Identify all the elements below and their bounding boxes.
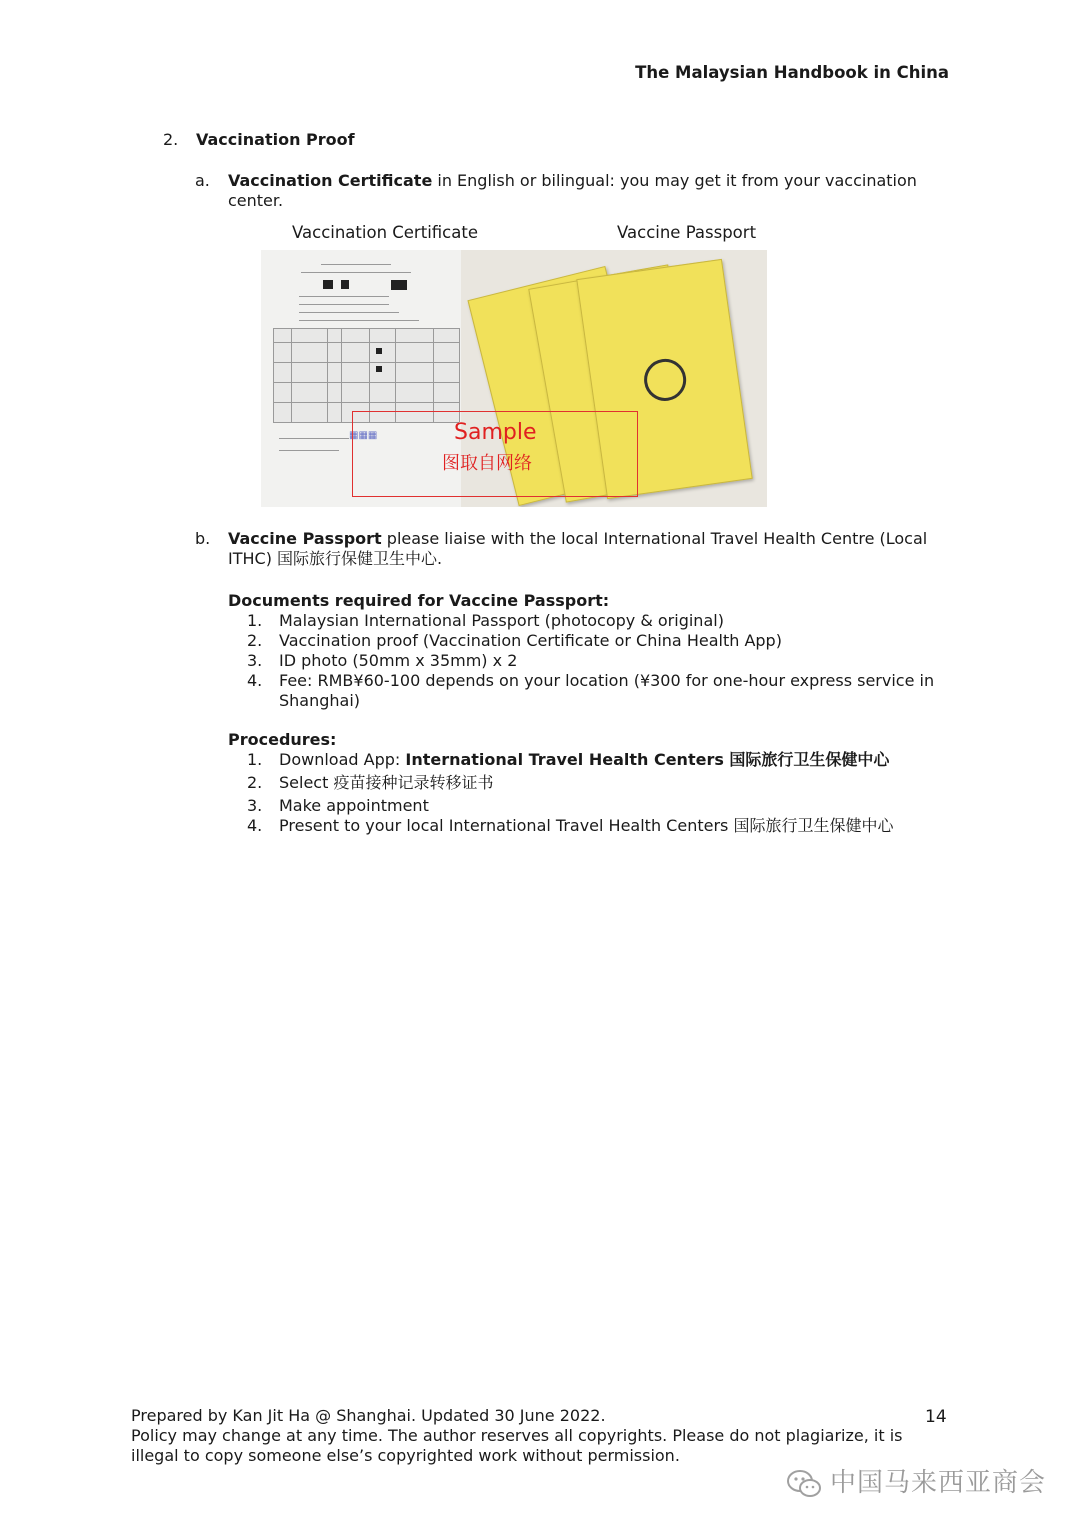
passport-emblem-icon [641,356,688,403]
procedure-item-number: 4. [247,816,263,835]
sample-label: Sample [454,420,537,445]
item-b-paragraph [228,529,953,569]
vaccination-photo [261,250,767,507]
document-item: ID photo (50mm x 35mm) x 2 [279,651,518,670]
document-item-number: 1. [247,611,263,630]
document-item-number: 2. [247,631,263,650]
section-title: Vaccination Proof [196,130,355,149]
footer-line-1: Prepared by Kan Jit Ha @ Shanghai. Updated 30 June 2022. [131,1406,606,1425]
document-item: Fee: RMB¥60-100 depends on your location (¥300 for one-hour express service in Shanghai) [279,671,935,710]
procedure-item: Present to your local International Travel Health Centers 国际旅行卫生保健中心 [279,816,894,835]
figure-caption-passport: Vaccine Passport [617,223,757,242]
procedure-item: Select 疫苗接种记录转移证书 [279,773,494,792]
item-a-bold: Vaccination Certificate [228,171,433,190]
item-a-text: in English or bilingual: you may get it from your vaccination center. [228,171,917,210]
procedure-item-number: 3. [247,796,263,815]
procedure-item [279,750,959,770]
procedure-item-number: 1. [247,750,263,769]
procedure-item: Make appointment [279,796,429,815]
procedure-item-prefix: Download App: [279,750,406,769]
wechat-icon [786,1469,822,1499]
footer-line-2: Policy may change at any time. The author reserves all copyrights. Please do not plagiarize, it is illegal to copy someone else’s copyrighted work without permission. [131,1426,903,1465]
item-b-bold: Vaccine Passport [228,529,382,548]
documents-heading: Documents required for Vaccine Passport: [228,591,610,610]
certificate-stamp: ▦▦▦ [349,430,378,441]
item-a-paragraph [228,171,953,211]
procedure-item-bold: International Travel Health Centers 国际旅行卫生保健中心 [405,750,890,769]
page-footer [131,1406,921,1466]
procedure-item-number: 2. [247,773,263,792]
watermark [786,1462,1046,1499]
figure-caption-certificate: Vaccination Certificate [292,223,478,242]
document-item: Malaysian International Passport (photocopy & original) [279,611,724,630]
sample-label-cn: 图取自网络 [442,453,532,474]
procedures-heading: Procedures: [228,730,337,749]
item-a-letter: a. [195,171,210,190]
item-b-letter: b. [195,529,211,548]
watermark-text: 中国马来西亚商会 [829,1468,1046,1498]
document-item: Vaccination proof (Vaccination Certificate or China Health App) [279,631,782,650]
document-item-number: 3. [247,651,263,670]
page-number: 14 [925,1407,947,1427]
section-number: 2. [163,130,179,149]
document-item-number: 4. [247,671,263,690]
page-header-title: The Malaysian Handbook in China [635,63,949,82]
item-b-text: please liaise with the local International Travel Health Centre (Local ITHC) 国际旅行保健卫生中心. [228,529,928,568]
